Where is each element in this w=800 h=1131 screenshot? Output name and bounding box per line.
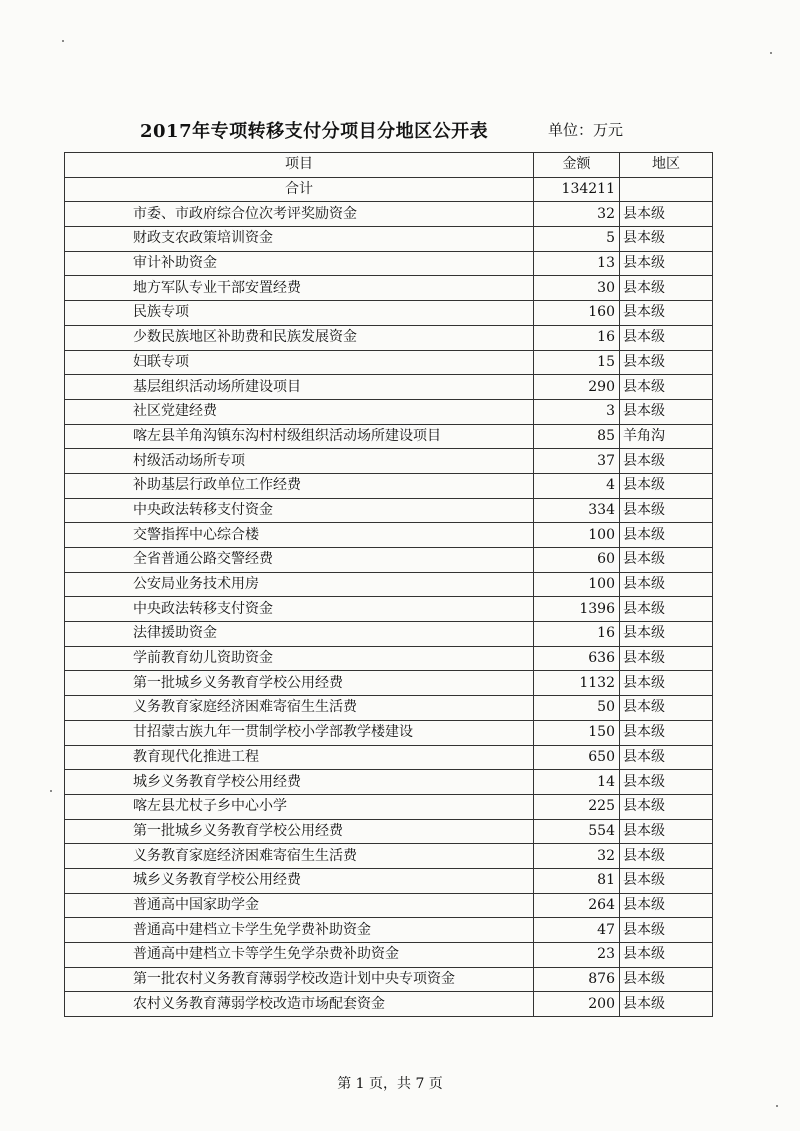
row-name: 财政支农政策培训资金 (65, 227, 534, 252)
row-region: 县本级 (620, 301, 713, 326)
table-row (65, 325, 713, 350)
table-row (65, 449, 713, 474)
row-name: 妇联专项 (65, 350, 534, 375)
row-name: 城乡义务教育学校公用经费 (65, 770, 534, 795)
row-amount: 160 (534, 301, 620, 326)
row-amount: 334 (534, 498, 620, 523)
row-region: 县本级 (620, 893, 713, 918)
row-name: 市委、市政府综合位次考评奖励资金 (65, 202, 534, 227)
row-region: 县本级 (620, 770, 713, 795)
row-name: 民族专项 (65, 301, 534, 326)
row-name: 义务教育家庭经济困难寄宿生生活费 (65, 696, 534, 721)
row-region: 县本级 (620, 844, 713, 869)
table-row (65, 227, 713, 252)
row-amount: 30 (534, 276, 620, 301)
row-amount: 150 (534, 720, 620, 745)
row-amount: 5 (534, 227, 620, 252)
row-region: 县本级 (620, 646, 713, 671)
table-row (65, 696, 713, 721)
row-region: 县本级 (620, 720, 713, 745)
row-name: 第一批城乡义务教育学校公用经费 (65, 819, 534, 844)
row-amount: 32 (534, 202, 620, 227)
row-name: 教育现代化推进工程 (65, 745, 534, 770)
table-row (65, 992, 713, 1017)
row-name: 喀左县羊角沟镇东沟村村级组织活动场所建设项目 (65, 424, 534, 449)
row-amount: 4 (534, 473, 620, 498)
page-title: 2017年专项转移支付分项目分地区公开表 (140, 121, 489, 142)
table-header-row (65, 153, 713, 178)
row-name: 义务教育家庭经济困难寄宿生生活费 (65, 844, 534, 869)
row-name: 少数民族地区补助费和民族发展资金 (65, 325, 534, 350)
row-region: 县本级 (620, 227, 713, 252)
row-region: 县本级 (620, 449, 713, 474)
table-row (65, 548, 713, 573)
table-row (65, 424, 713, 449)
row-name: 全省普通公路交警经费 (65, 548, 534, 573)
row-amount: 264 (534, 893, 620, 918)
total-row (65, 177, 713, 202)
header-project: 项目 (65, 153, 534, 178)
row-amount: 650 (534, 745, 620, 770)
row-region: 县本级 (620, 572, 713, 597)
row-region: 县本级 (620, 350, 713, 375)
row-name: 普通高中国家助学金 (65, 893, 534, 918)
row-region: 县本级 (620, 671, 713, 696)
row-name: 公安局业务技术用房 (65, 572, 534, 597)
row-region: 县本级 (620, 943, 713, 968)
row-name: 法律援助资金 (65, 622, 534, 647)
row-amount: 200 (534, 992, 620, 1017)
table-row (65, 523, 713, 548)
row-name: 中央政法转移支付资金 (65, 597, 534, 622)
row-amount: 876 (534, 967, 620, 992)
row-region: 县本级 (620, 325, 713, 350)
table-row (65, 597, 713, 622)
row-name: 交警指挥中心综合楼 (65, 523, 534, 548)
table-row (65, 202, 713, 227)
row-name: 社区党建经费 (65, 399, 534, 424)
table-row (65, 301, 713, 326)
row-amount: 47 (534, 918, 620, 943)
row-name: 第一批农村义务教育薄弱学校改造计划中央专项资金 (65, 967, 534, 992)
scan-speck (62, 40, 64, 42)
table-row (65, 473, 713, 498)
row-region: 县本级 (620, 498, 713, 523)
row-region: 县本级 (620, 251, 713, 276)
row-region: 县本级 (620, 523, 713, 548)
row-amount: 1396 (534, 597, 620, 622)
row-region: 县本级 (620, 202, 713, 227)
table-row (65, 720, 713, 745)
page-footer: 第 1 页，共 7 页 (337, 1076, 443, 1092)
total-region (620, 177, 713, 202)
table-row (65, 350, 713, 375)
row-region: 县本级 (620, 918, 713, 943)
row-name: 村级活动场所专项 (65, 449, 534, 474)
table-row (65, 794, 713, 819)
row-amount: 15 (534, 350, 620, 375)
header-amount: 金额 (534, 153, 620, 178)
row-name: 地方军队专业干部安置经费 (65, 276, 534, 301)
row-region: 县本级 (620, 967, 713, 992)
row-region: 羊角沟 (620, 424, 713, 449)
row-name: 喀左县尤杖子乡中心小学 (65, 794, 534, 819)
row-amount: 81 (534, 868, 620, 893)
header-region: 地区 (620, 153, 713, 178)
row-region: 县本级 (620, 276, 713, 301)
row-amount: 37 (534, 449, 620, 474)
row-name: 基层组织活动场所建设项目 (65, 375, 534, 400)
row-amount: 225 (534, 794, 620, 819)
row-amount: 13 (534, 251, 620, 276)
row-amount: 554 (534, 819, 620, 844)
table-row (65, 498, 713, 523)
table-row (65, 918, 713, 943)
row-region: 县本级 (620, 819, 713, 844)
total-label: 合计 (65, 177, 534, 202)
row-name: 普通高中建档立卡学生免学费补助资金 (65, 918, 534, 943)
table-row (65, 399, 713, 424)
table-row (65, 276, 713, 301)
table-row (65, 770, 713, 795)
row-name: 审计补助资金 (65, 251, 534, 276)
row-region: 县本级 (620, 992, 713, 1017)
table-row (65, 967, 713, 992)
table-row (65, 375, 713, 400)
row-region: 县本级 (620, 696, 713, 721)
row-name: 城乡义务教育学校公用经费 (65, 868, 534, 893)
row-amount: 100 (534, 523, 620, 548)
row-region: 县本级 (620, 399, 713, 424)
row-region: 县本级 (620, 745, 713, 770)
table-row (65, 646, 713, 671)
row-name: 学前教育幼儿资助资金 (65, 646, 534, 671)
row-name: 普通高中建档立卡等学生免学杂费补助资金 (65, 943, 534, 968)
table-row (65, 893, 713, 918)
row-amount: 290 (534, 375, 620, 400)
funding-table (64, 152, 713, 1017)
table-row (65, 745, 713, 770)
row-amount: 3 (534, 399, 620, 424)
table-row (65, 819, 713, 844)
row-amount: 16 (534, 622, 620, 647)
row-amount: 1132 (534, 671, 620, 696)
row-amount: 14 (534, 770, 620, 795)
row-amount: 60 (534, 548, 620, 573)
row-amount: 636 (534, 646, 620, 671)
table-row (65, 622, 713, 647)
row-amount: 100 (534, 572, 620, 597)
row-name: 农村义务教育薄弱学校改造市场配套资金 (65, 992, 534, 1017)
table-row (65, 572, 713, 597)
row-region: 县本级 (620, 794, 713, 819)
row-amount: 32 (534, 844, 620, 869)
row-region: 县本级 (620, 548, 713, 573)
scan-speck (50, 790, 52, 792)
row-region: 县本级 (620, 375, 713, 400)
total-amount: 134211 (534, 177, 620, 202)
unit-label: 单位：万元 (548, 121, 624, 139)
row-amount: 85 (534, 424, 620, 449)
row-amount: 16 (534, 325, 620, 350)
row-region: 县本级 (620, 597, 713, 622)
row-region: 县本级 (620, 622, 713, 647)
row-region: 县本级 (620, 473, 713, 498)
table-row (65, 943, 713, 968)
table-row (65, 868, 713, 893)
table-row (65, 844, 713, 869)
row-amount: 50 (534, 696, 620, 721)
scan-speck (776, 1105, 778, 1107)
row-name: 补助基层行政单位工作经费 (65, 473, 534, 498)
scan-speck (770, 52, 772, 54)
row-region: 县本级 (620, 868, 713, 893)
table-row (65, 251, 713, 276)
row-name: 甘招蒙古族九年一贯制学校小学部教学楼建设 (65, 720, 534, 745)
row-name: 第一批城乡义务教育学校公用经费 (65, 671, 534, 696)
row-amount: 23 (534, 943, 620, 968)
row-name: 中央政法转移支付资金 (65, 498, 534, 523)
table-row (65, 671, 713, 696)
